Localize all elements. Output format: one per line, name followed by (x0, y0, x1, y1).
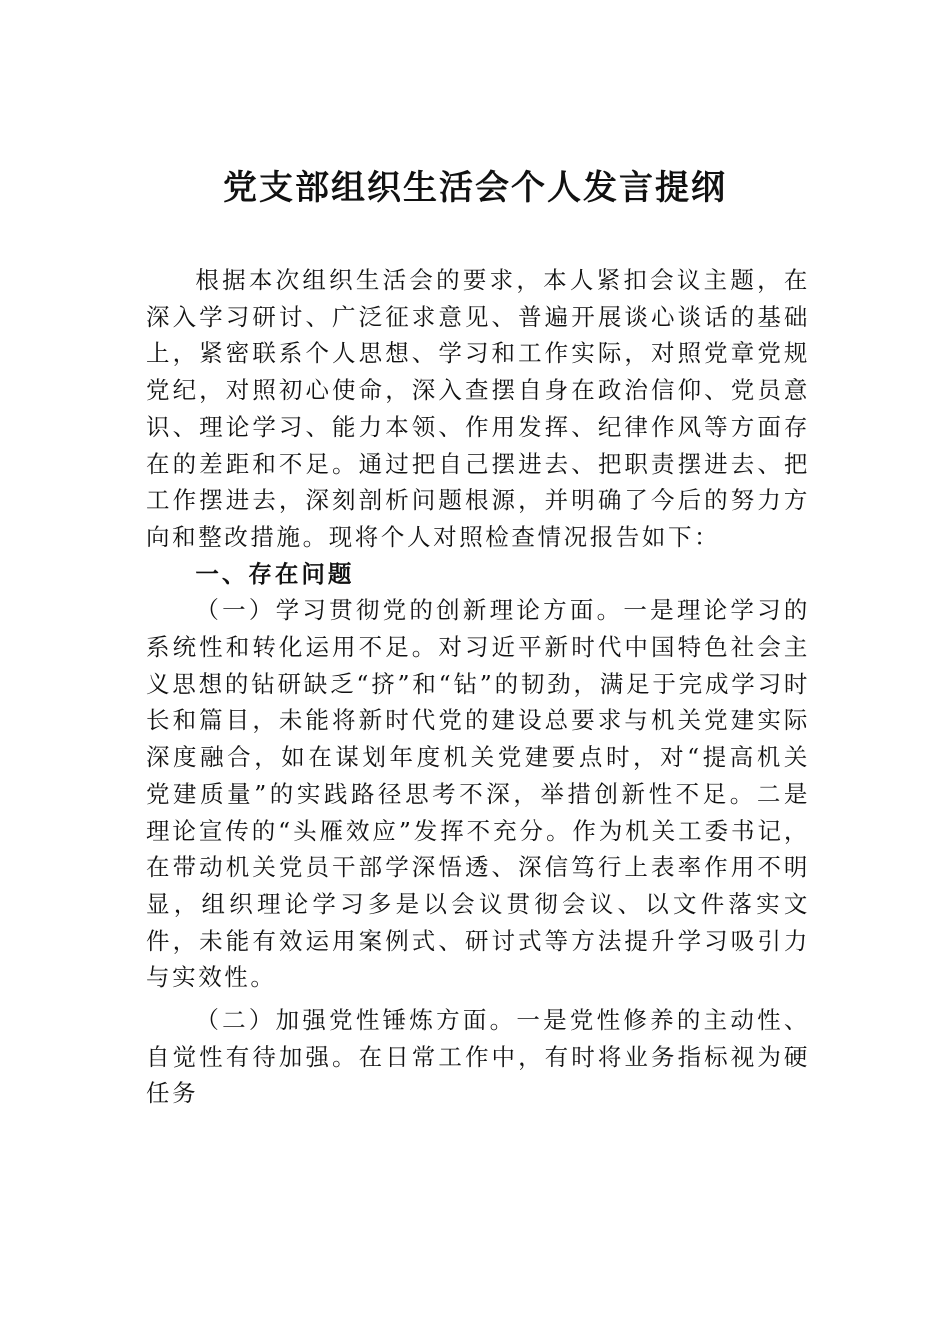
subsection-2-paragraph (146, 1002, 810, 1112)
document-body (146, 262, 810, 1112)
section-heading-problems: 一、存在问题 (195, 559, 355, 588)
document-title: 党支部组织生活会个人发言提纲 (223, 168, 727, 208)
subsection-2-text: 一是党性修养的主动性、自觉性有待加强。在日常工作中，有时将业务指标视为硬任务 (146, 1006, 810, 1108)
intro-paragraph: 根据本次组织生活会的要求，本人紧扣会议主题，在深入学习研讨、广泛征求意见、普遍开展谈心谈话的基础上，紧密联系个人思想、学习和工作实际，对照党章党规党纪，对照初心使命，深入查摆自身在政治信仰、党员意识、理论学习、能力本领、作用发挥、纪律作风等方面存在的差距和不足。通过把自己摆进去、把职责摆进去、把工作摆进去，深刻剖析问题根源，并明确了今后的努力方向和整改措施。现将个人对照检查情况报告如下： (146, 266, 810, 551)
subsection-2-title: （二）加强党性锤炼方面。 (195, 1006, 517, 1035)
subsection-1-text: 一是理论学习的系统性和转化运用不足。对习近平新时代中国特色社会主义思想的钻研缺乏“挤”和“钻”的韧劲，满足于完成学习时长和篇目，未能将新时代党的建设总要求与机关党建实际深度融合，如在谋划年度机关党建要点时，对“提高机关党建质量”的实践路径思考不深，举措创新性不足。二是理论宣传的“头雁效应”发挥不充分。作为机关工委书记，在带动机关党员干部学深悟透、深信笃行上表率作用不明显，组织理论学习多是以会议贯彻会议、以文件落实文件，未能有效运用案例式、研讨式等方法提升学习吸引力与实效性。 (146, 596, 810, 992)
subsection-1-title: （一）学习贯彻党的创新理论方面。 (195, 596, 624, 625)
subsection-1-paragraph (146, 592, 810, 996)
